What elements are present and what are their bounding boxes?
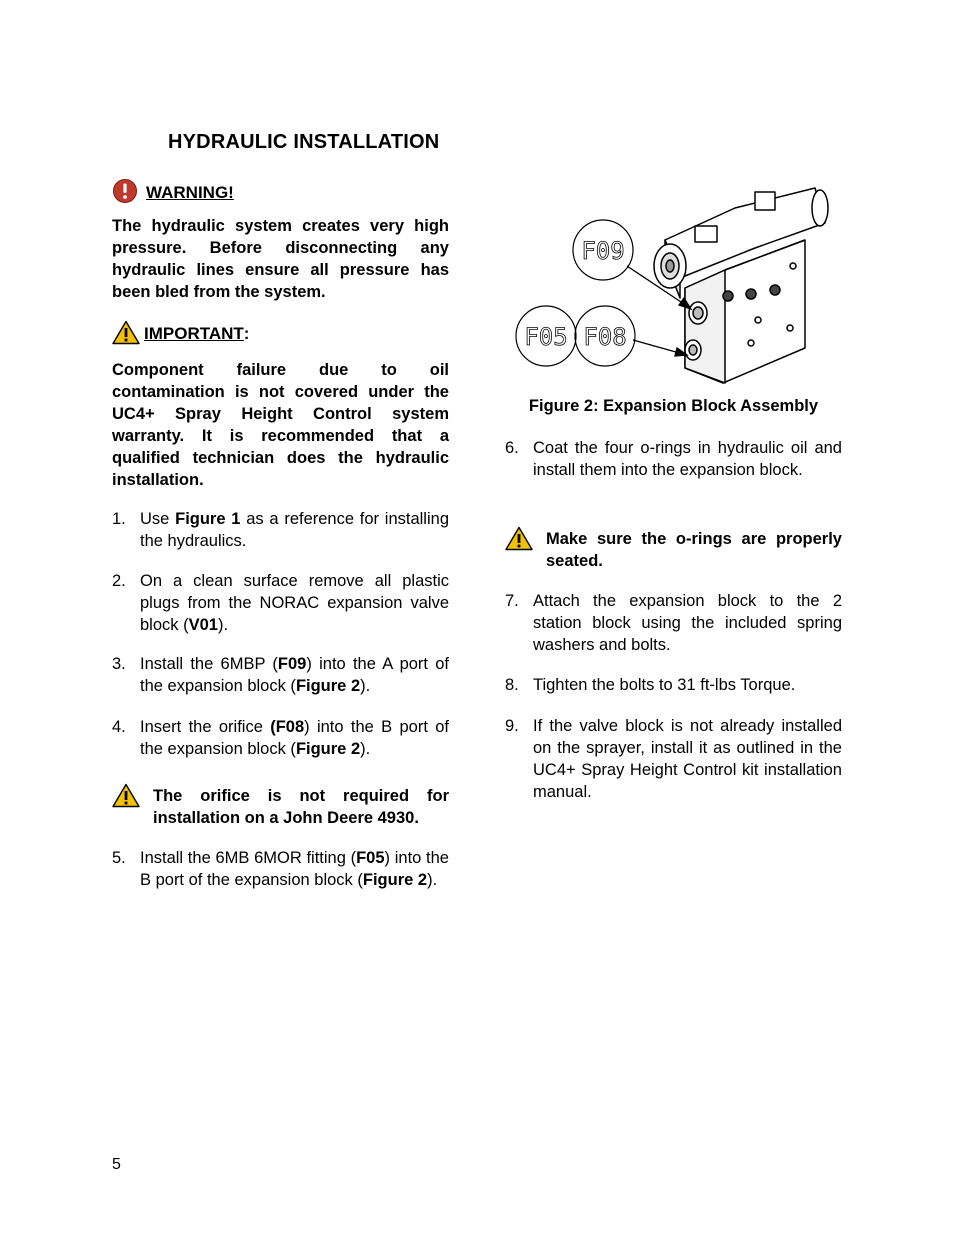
warning-circle-icon bbox=[112, 178, 138, 204]
step-number: 7. bbox=[505, 592, 519, 610]
list-item bbox=[112, 716, 449, 760]
step-number: 9. bbox=[505, 717, 519, 735]
note-orifice bbox=[112, 785, 449, 829]
warning-text: The hydraulic system creates very high pressure. Before disconnecting any hydraulic lines ensure all pressure has been bled from the system. bbox=[112, 217, 449, 301]
list-item bbox=[505, 437, 842, 481]
list-item bbox=[112, 847, 449, 891]
label-f08: F08 bbox=[583, 323, 627, 351]
list-item bbox=[112, 570, 449, 636]
important-heading bbox=[112, 320, 449, 345]
label-f09: F09 bbox=[581, 237, 625, 265]
step-text: Install the 6MB 6MOR fitting (F05) into the B port of the expansion block (Figure 2). bbox=[140, 849, 449, 889]
label-f05: F05 bbox=[524, 323, 568, 351]
list-item bbox=[505, 715, 842, 803]
step-text: Tighten the bolts to 31 ft-lbs Torque. bbox=[533, 676, 796, 694]
list-item bbox=[505, 674, 842, 696]
step-text: Install the 6MBP (F09) into the A port of the expansion block (Figure 2). bbox=[140, 655, 450, 695]
step-number: 4. bbox=[112, 718, 126, 736]
step-number: 2. bbox=[112, 572, 126, 590]
note-text: Make sure the o-rings are properly seated. bbox=[546, 530, 842, 570]
step-text: If the valve block is not already installed on the sprayer, install it as outlined in the UC4+ Spray Height Control kit installation manual. bbox=[533, 717, 842, 801]
step-number: 5. bbox=[112, 849, 126, 867]
step-text: Use Figure 1 as a reference for installing the hydraulics. bbox=[140, 510, 449, 550]
list-item bbox=[112, 508, 449, 552]
warning-heading bbox=[112, 178, 449, 204]
step-number: 6. bbox=[505, 439, 519, 457]
important-label: IMPORTANT bbox=[144, 324, 244, 343]
step-text: Attach the expansion block to the 2 station block using the included spring washers and bolts. bbox=[533, 592, 842, 654]
step-text: Coat the four o-rings in hydraulic oil and install them into the expansion block. bbox=[533, 439, 842, 479]
warning-label: WARNING! bbox=[146, 183, 234, 202]
important-colon: : bbox=[243, 324, 250, 343]
step-number: 3. bbox=[112, 655, 126, 673]
step-text: Insert the orifice (F08) into the B port of the expansion block (Figure 2). bbox=[140, 718, 449, 758]
list-item bbox=[505, 590, 842, 656]
caution-triangle-icon bbox=[112, 320, 140, 345]
note-orings bbox=[505, 528, 842, 572]
step-text: On a clean surface remove all plastic plugs from the NORAC expansion valve block (V01). bbox=[140, 572, 449, 634]
expansion-block-figure bbox=[515, 178, 845, 388]
note-text: The orifice is not required for installation on a John Deere 4930. bbox=[153, 787, 449, 827]
step-number: 8. bbox=[505, 676, 519, 694]
caution-triangle-icon bbox=[505, 526, 533, 551]
figure-caption: Figure 2: Expansion Block Assembly bbox=[528, 397, 819, 415]
page-number: 5 bbox=[112, 1156, 121, 1173]
caution-triangle-icon bbox=[112, 783, 140, 808]
step-number: 1. bbox=[112, 510, 126, 528]
important-text: Component failure due to oil contamination is not covered under the UC4+ Spray Height Control system warranty. It is recommended that a qualified technician does the hydraulic installation. bbox=[112, 361, 449, 489]
page-title: HYDRAULIC INSTALLATION bbox=[168, 131, 440, 153]
list-item bbox=[112, 653, 449, 697]
